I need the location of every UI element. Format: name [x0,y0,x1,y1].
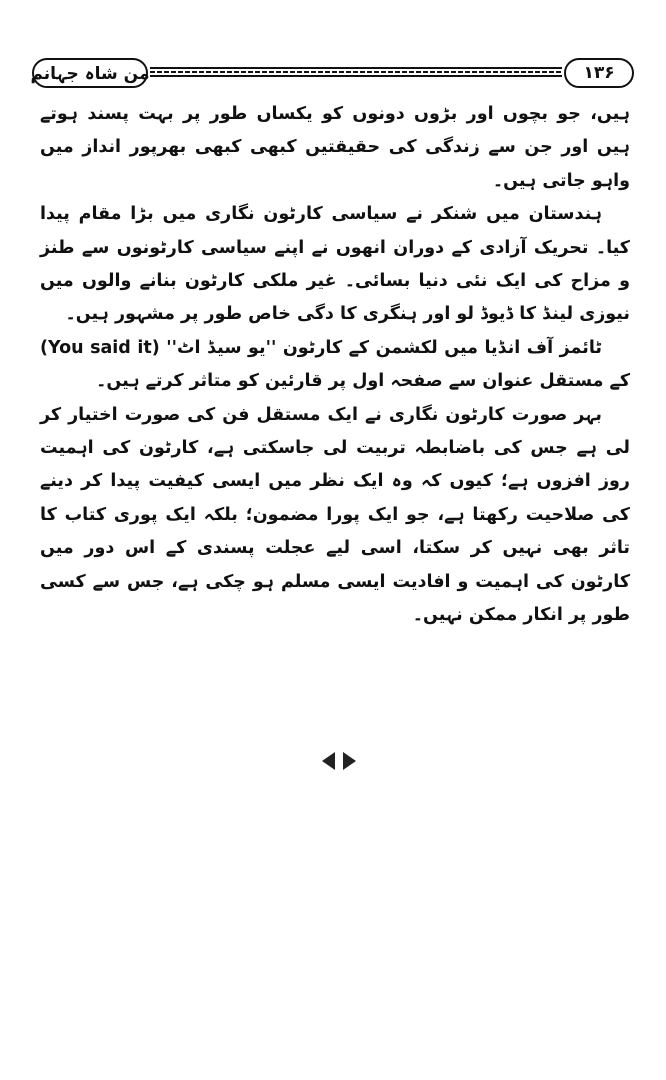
page-navigation [322,752,372,772]
paragraph: ہندستان میں شنکر نے سیاسی کارٹون نگاری میں بڑا مقام پیدا کیا۔ تحریک آزادی کے دوران انھوں نے اپنے سیاسی کارٹونوں سے طنز و مزاح کی ایک نئی دنیا بسائی۔ غیر ملکی کارٹون بنانے والوں میں نیوزی لینڈ کا ڈیوڈ لو اور ہنگری کا دگی خاص طور پر مشہور ہیں۔ [40,204,630,325]
book-title: من شاہ جہانم [30,63,150,84]
page-number-badge [564,58,634,88]
book-title-badge [32,58,148,88]
page-header [32,58,634,92]
next-page-icon[interactable] [343,752,356,770]
previous-page-icon[interactable] [322,752,335,770]
paragraph: ہیں، جو بچوں اور بڑوں دونوں کو یکساں طور پر بہت پسند ہوتے ہیں اور جن سے زندگی کی حقیقتیں کبھی کبھی بھرپور انداز میں واہو جاتی ہیں۔ [40,104,630,191]
page-body [40,98,630,633]
paragraph: بہر صورت کارٹون نگاری نے ایک مستقل فن کی صورت اختیار کر لی ہے جس کی باضابطہ تربیت لی جاسکتی ہے، کارٹون کی اہمیت روز افزوں ہے؛ کیوں کہ وہ ایک نظر میں ایسی کیفیت پیدا کر دینے کی صلاحیت رکھتا ہے، جو ایک پورا مضمون؛ بلکہ ایک پوری کتاب کا تاثر بھی نہیں کر سکتا، اسی لیے عجلت پسندی کے اس دور میں کارٹون کی اہمیت و افادیت ایسی مسلم ہو چکی ہے، جس سے کسی طور پر انکار ممکن نہیں۔ [40,404,630,626]
paragraph: ٹائمز آف انڈیا میں لکشمن کے کارٹون ''یو سیڈ اٹ'' (You said it) کے مستقل عنوان سے صفحہ اول پر قارئین کو متاثر کرتے ہیں۔ [40,337,630,392]
page-number: ۱۳۶ [583,63,615,83]
header-divider [150,67,562,77]
